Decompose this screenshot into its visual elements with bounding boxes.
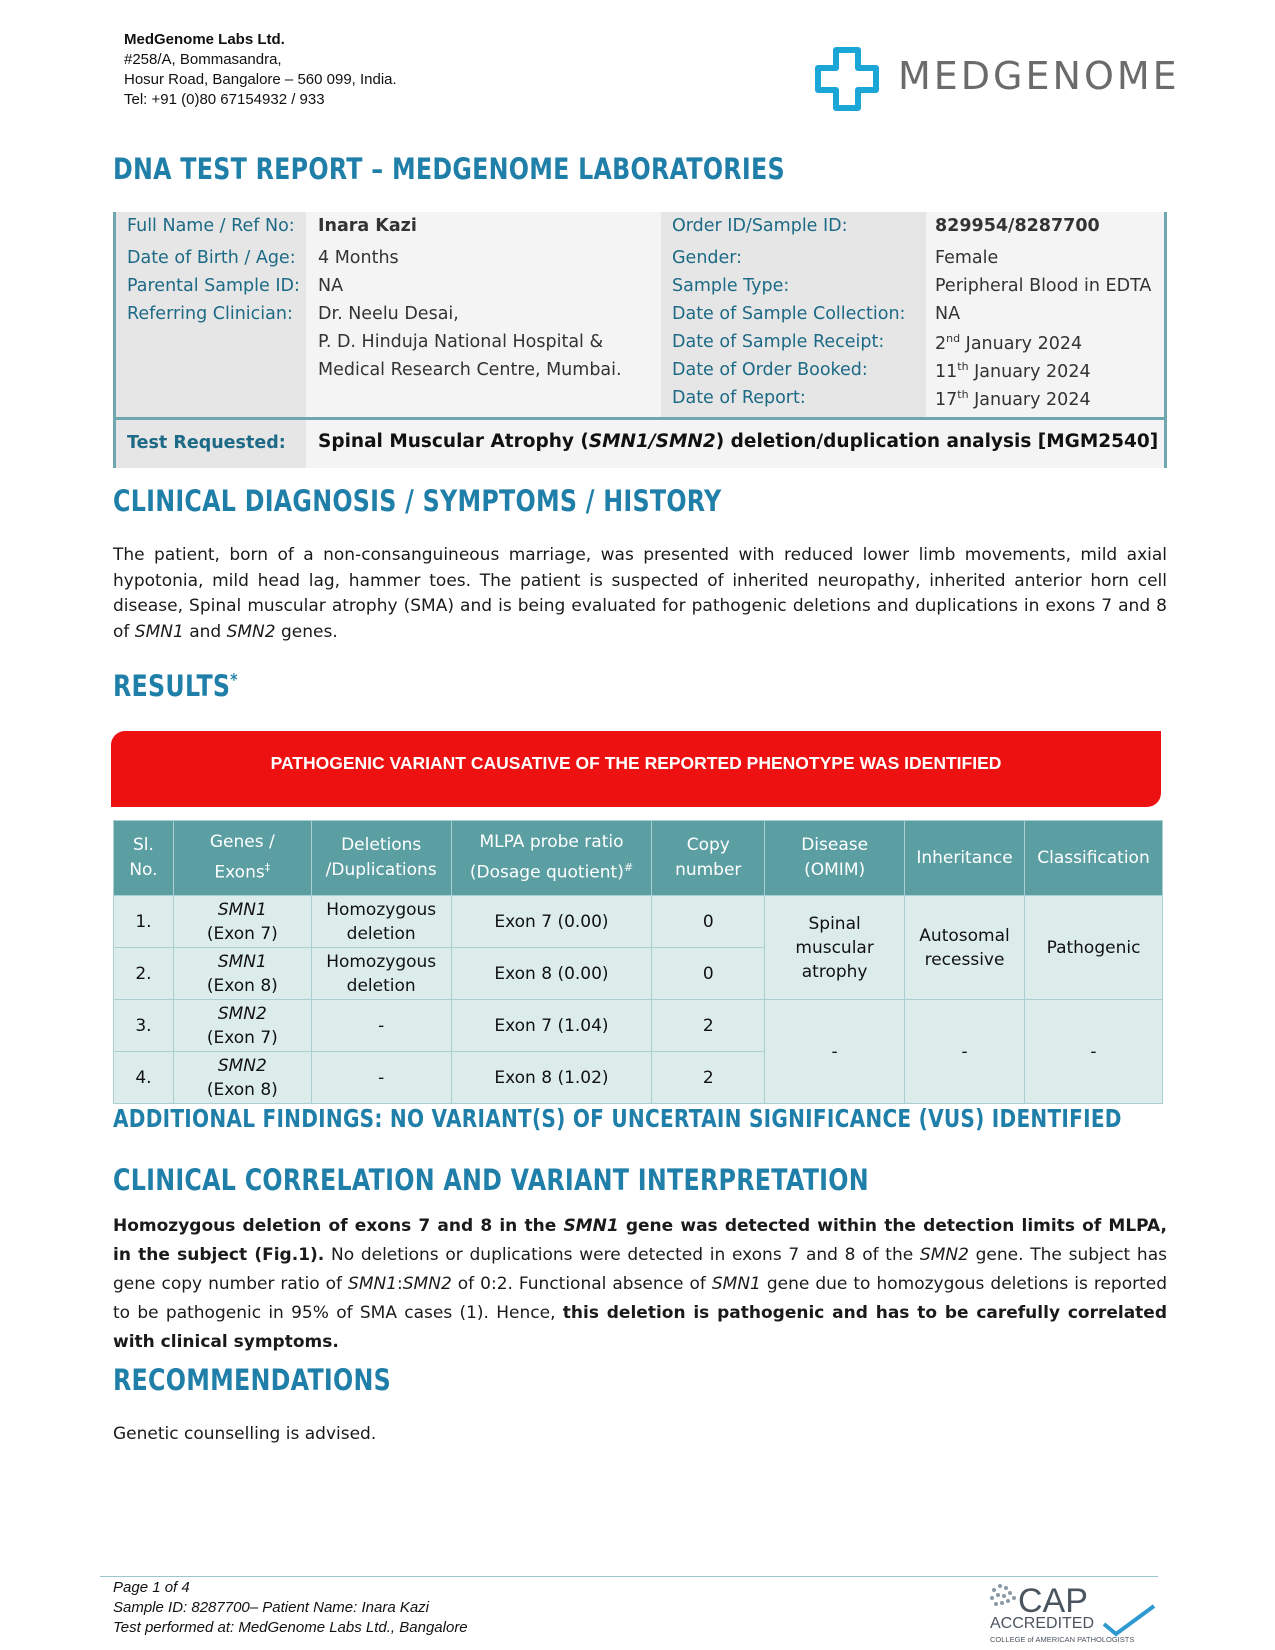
cap-accredited-logo [984, 1576, 1164, 1646]
col-header-genes: Genes / Exons‡ [173, 821, 311, 896]
col-header-copy: Copy number [652, 821, 765, 896]
table-row: 1. SMN1 (Exon 7) Homozygous deletion Exon 7 (0.00) 0 Spinal muscular atrophy Autosomal recessive Pathogenic [114, 896, 1163, 948]
recommendations-text: Genetic counselling is advised. [113, 1424, 377, 1444]
full-name-label: Full Name / Ref No: [127, 216, 295, 236]
order-booked-value: 11th January 2024 [935, 360, 1091, 382]
interpretation-section-title: CLINICAL CORRELATION AND VARIANT INTERPRETATION [113, 1163, 869, 1197]
col-header-deletions: Deletions /Duplications [311, 821, 451, 896]
gender-value: Female [935, 248, 999, 268]
footer-performed-at: Test performed at: MedGenome Labs Ltd., Bangalore [113, 1619, 468, 1636]
footer-block [113, 1578, 468, 1638]
order-booked-label: Date of Order Booked: [672, 360, 868, 380]
order-id-value: 829954/8287700 [935, 216, 1100, 236]
sample-type-value: Peripheral Blood in EDTA [935, 276, 1152, 296]
recommendations-section-title: RECOMMENDATIONS [113, 1363, 392, 1397]
clinician-label: Referring Clinician: [127, 304, 293, 324]
results-section-title: RESULTS* [113, 669, 238, 703]
footer-sample-id: Sample ID: 8287700– Patient Name: Inara Kazi [113, 1599, 430, 1616]
sample-type-label: Sample Type: [672, 276, 790, 296]
table-header-row [114, 821, 1163, 896]
test-requested-label: Test Requested: [127, 433, 286, 453]
col-header-disease: Disease (OMIM) [765, 821, 905, 896]
table-row: 2. SMN1 (Exon 8) Homozygous deletion Exon 8 (0.00) 0 [114, 948, 1163, 1000]
table-row: 4. SMN2 (Exon 8) - Exon 8 (1.02) 2 [114, 1052, 1163, 1104]
collection-date-label: Date of Sample Collection: [672, 304, 906, 324]
collection-date-value: NA [935, 304, 961, 324]
inheritance-cell: Autosomal recessive [905, 896, 1025, 1000]
disease-cell: Spinal muscular atrophy [765, 896, 905, 1000]
dob-value: 4 Months [318, 248, 399, 268]
parental-sample-value: NA [318, 276, 344, 296]
medgenome-logo [812, 44, 1180, 116]
svg-text:ACCREDITED: ACCREDITED [990, 1615, 1095, 1632]
interpretation-text: Homozygous deletion of exons 7 and 8 in the SMN1 gene was detected within the detection limits of MLPA, in the subject (Fig.1). No deletions or duplications were detected in exons 7 and 8 of the SMN2 gene. The subject has gene copy number ratio of SMN1:SMN2 of 0:2. Functional absence of SMN1 gene due to homozygous deletions is reported to be pathogenic in 95% of SMA cases (1). Hence, this deletion is pathogenic and has to be carefully correlated with clinical symptoms. [113, 1216, 1168, 1352]
lab-telephone: Tel: +91 (0)80 67154932 / 933 [124, 91, 325, 108]
order-id-label: Order ID/Sample ID: [672, 216, 848, 236]
col-header-sl: Sl. No. [114, 821, 174, 896]
gender-label: Gender: [672, 248, 743, 268]
svg-text:COLLEGE of AMERICAN PATHOLOGIS: COLLEGE of AMERICAN PATHOLOGISTS [990, 1635, 1135, 1644]
svg-text:CAP: CAP [1018, 1582, 1088, 1620]
patient-info-box [113, 212, 1167, 468]
additional-findings: ADDITIONAL FINDINGS: NO VARIANT(S) OF UNCERTAIN SIGNIFICANCE (VUS) IDENTIFIED [113, 1104, 1122, 1133]
classification-cell: Pathogenic [1025, 896, 1163, 1000]
col-header-inheritance: Inheritance [905, 821, 1025, 896]
report-date-value: 17th January 2024 [935, 388, 1091, 410]
inheritance-cell-empty: - [905, 1000, 1025, 1104]
lab-name: MedGenome Labs Ltd. [124, 31, 285, 48]
cap-logo-icon [984, 1576, 1164, 1646]
page-number: Page 1 of 4 [113, 1579, 190, 1596]
medgenome-cross-icon [812, 44, 882, 116]
report-title: DNA TEST REPORT – MEDGENOME LABORATORIES [113, 152, 785, 186]
lab-address-block [124, 30, 397, 110]
clinical-history-text: The patient, born of a non-consanguineous marriage, was presented with reduced lower limb movements, mild axial hypotonia, mild head lag, hammer toes. The patient is suspected of inherited neuropathy, inherited anterior horn cell disease, Spinal muscular atrophy (SMA) and is being evaluated for pathogenic deletions and duplications in exons 7 and 8 of SMN1 and SMN2 genes. [113, 545, 1167, 642]
clinical-section-title: CLINICAL DIAGNOSIS / SYMPTOMS / HISTORY [113, 484, 722, 518]
receipt-date-label: Date of Sample Receipt: [672, 332, 885, 352]
col-header-mlpa: MLPA probe ratio (Dosage quotient)# [451, 821, 652, 896]
lab-address-line1: #258/A, Bommasandra, [124, 51, 282, 68]
col-header-classification: Classification [1025, 821, 1163, 896]
full-name-value: Inara Kazi [318, 216, 417, 236]
clinician-centre: Medical Research Centre, Mumbai. [318, 360, 622, 380]
results-table [113, 820, 1163, 1104]
logo-wordmark: MEDGENOME [898, 54, 1180, 98]
lab-address-line2: Hosur Road, Bangalore – 560 099, India. [124, 71, 397, 88]
pathogenic-banner: PATHOGENIC VARIANT CAUSATIVE OF THE REPORTED PHENOTYPE WAS IDENTIFIED [111, 731, 1161, 807]
report-date-label: Date of Report: [672, 388, 806, 408]
clinician-name: Dr. Neelu Desai, [318, 304, 459, 324]
classification-cell-empty: - [1025, 1000, 1163, 1104]
test-requested-value: Spinal Muscular Atrophy (SMN1/SMN2) deletion/duplication analysis [MGM2540] [318, 431, 1159, 452]
table-row: 3. SMN2 (Exon 7) - Exon 7 (1.04) 2 - - - [114, 1000, 1163, 1052]
dob-label: Date of Birth / Age: [127, 248, 296, 268]
parental-sample-label: Parental Sample ID: [127, 276, 300, 296]
receipt-date-value: 2nd January 2024 [935, 332, 1083, 354]
disease-cell-empty: - [765, 1000, 905, 1104]
clinician-hospital: P. D. Hinduja National Hospital & [318, 332, 604, 352]
